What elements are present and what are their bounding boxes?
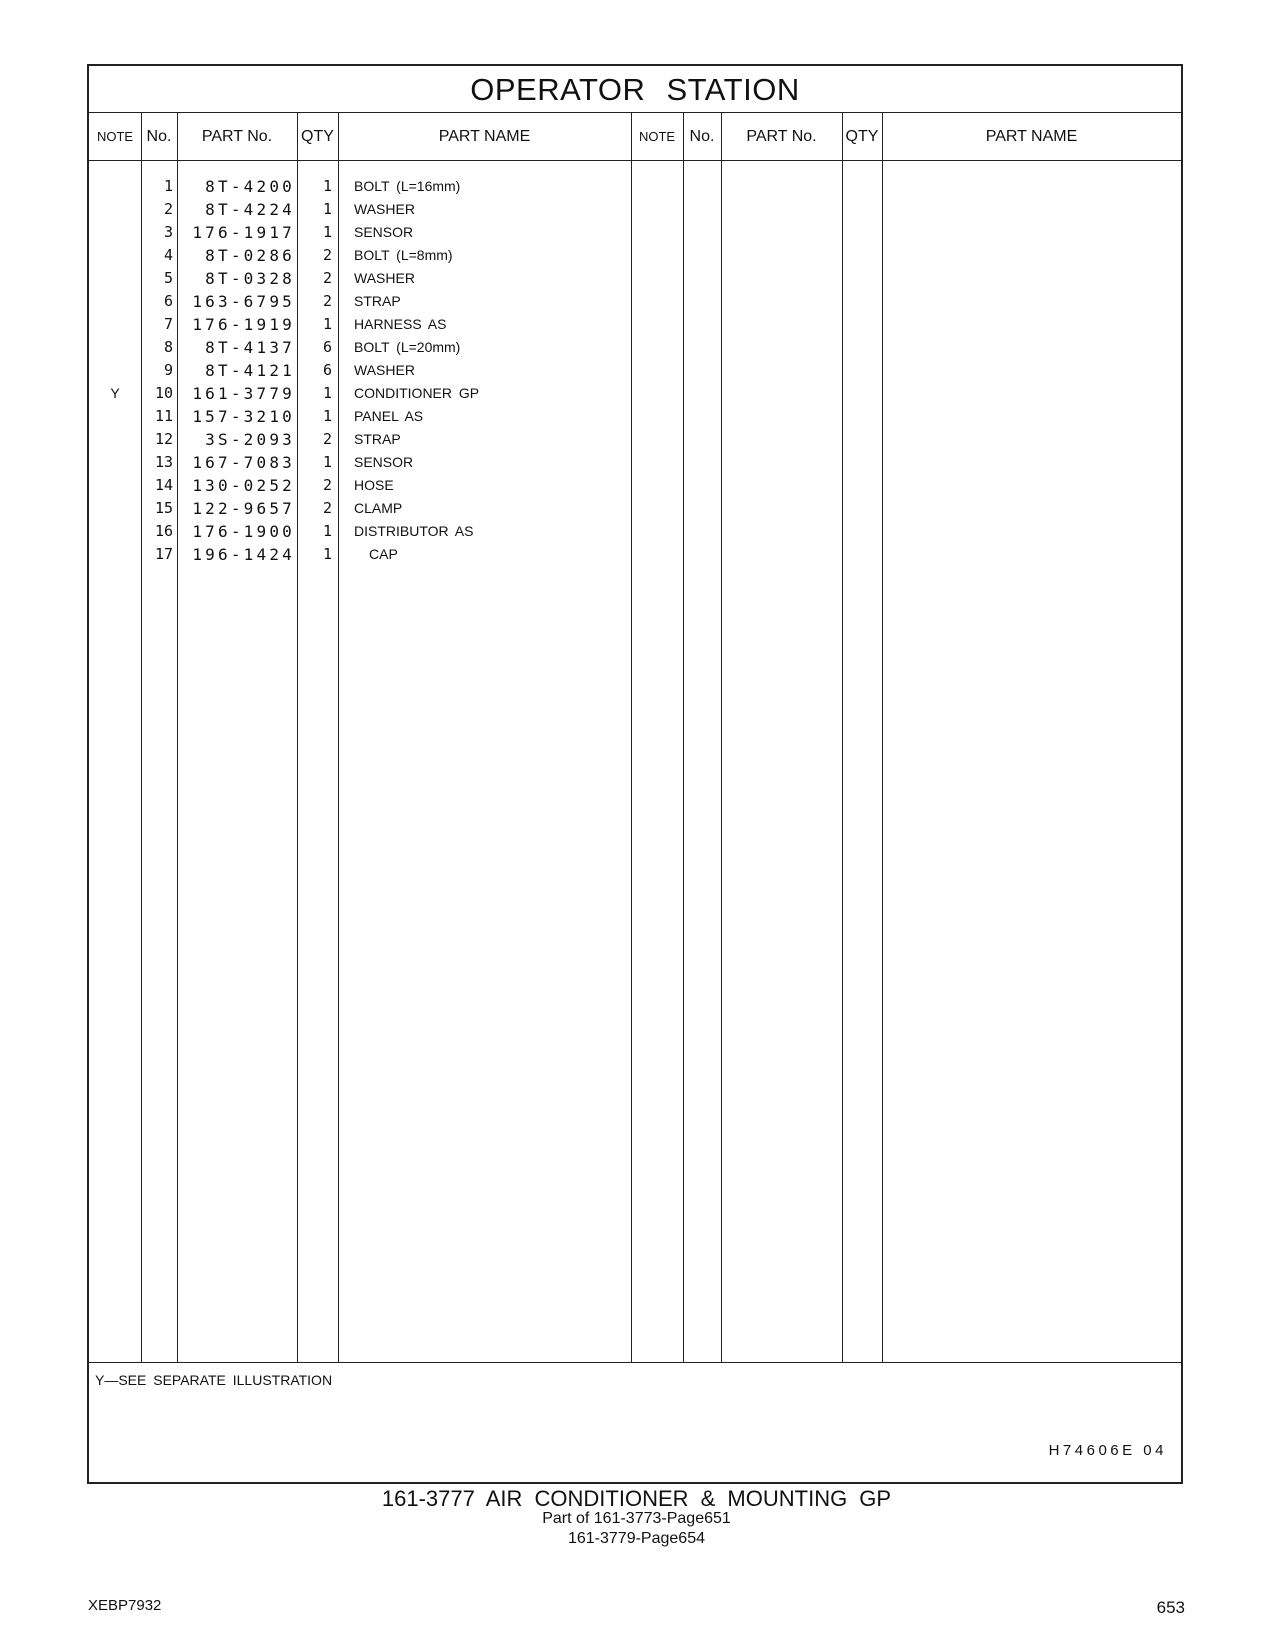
- table-row: [89, 267, 1181, 290]
- part-name-cell: BOLT (L=16mm): [354, 178, 461, 194]
- quantity-cell: 1: [322, 384, 332, 402]
- part-number-cell: 8T-4224: [205, 200, 295, 219]
- part-number-cell: 176-1900: [192, 522, 295, 541]
- item-number-cell: 2: [163, 200, 173, 218]
- header-part-no-left: PART No.: [201, 128, 273, 145]
- part-name-cell: STRAP: [354, 293, 401, 309]
- header-no-left: No.: [146, 128, 172, 145]
- part-number-cell: 196-1424: [192, 545, 295, 564]
- quantity-cell: 1: [322, 315, 332, 333]
- item-number-cell: 12: [154, 430, 173, 448]
- quantity-cell: 1: [322, 200, 332, 218]
- table-row: [89, 198, 1181, 221]
- quantity-cell: 1: [322, 522, 332, 540]
- item-number-cell: 5: [163, 269, 173, 287]
- quantity-cell: 1: [322, 223, 332, 241]
- part-name-cell: WASHER: [354, 201, 415, 217]
- quantity-cell: 1: [322, 453, 332, 471]
- table-row: [89, 451, 1181, 474]
- item-number-cell: 10: [154, 384, 173, 402]
- quantity-cell: 2: [322, 476, 332, 494]
- table-row: [89, 543, 1181, 566]
- part-name-cell: CONDITIONER GP: [354, 385, 480, 401]
- document-id: XEBP7932: [88, 1597, 162, 1614]
- quantity-cell: 6: [322, 338, 332, 356]
- group-title: 161-3777 AIR CONDITIONER & MOUNTING GP: [381, 1486, 892, 1511]
- quantity-cell: 1: [322, 407, 332, 425]
- part-number-cell: 130-0252: [192, 476, 295, 495]
- part-number-cell: 3S-2093: [205, 430, 295, 449]
- table-row: [89, 428, 1181, 451]
- part-name-cell: HARNESS AS: [354, 316, 447, 332]
- part-name-cell: SENSOR: [354, 454, 414, 470]
- quantity-cell: 6: [322, 361, 332, 379]
- quantity-cell: 2: [322, 499, 332, 517]
- part-name-cell: WASHER: [354, 362, 415, 378]
- table-row: [89, 405, 1181, 428]
- table-row: [89, 520, 1181, 543]
- header-note-right: NOTE: [638, 129, 676, 144]
- footnote: Y―SEE SEPARATE ILLUSTRATION: [95, 1372, 333, 1388]
- part-number-cell: 8T-4200: [205, 177, 295, 196]
- part-number-cell: 176-1917: [192, 223, 295, 242]
- table-row: [89, 175, 1181, 198]
- quantity-cell: 2: [322, 269, 332, 287]
- item-number-cell: 16: [154, 522, 173, 540]
- reference-line-1: Part of 161-3773-Page651: [542, 1510, 731, 1527]
- table-row: [89, 290, 1181, 313]
- table-row: [89, 382, 1181, 405]
- header-divider: [89, 160, 1181, 161]
- part-name-cell: CAP: [369, 546, 398, 562]
- header-note-left: NOTE: [96, 129, 134, 144]
- illustration-code: H74606E 04: [1048, 1442, 1167, 1459]
- part-number-cell: 163-6795: [192, 292, 295, 311]
- table-row: [89, 336, 1181, 359]
- part-name-cell: STRAP: [354, 431, 401, 447]
- part-name-cell: BOLT (L=8mm): [354, 247, 453, 263]
- quantity-cell: 2: [322, 292, 332, 310]
- item-number-cell: 15: [154, 499, 173, 517]
- item-number-cell: 13: [154, 453, 173, 471]
- header-part-name-right: PART NAME: [985, 128, 1078, 145]
- reference-line-2: 161-3779-Page654: [567, 1530, 705, 1547]
- item-number-cell: 9: [163, 361, 173, 379]
- header-no-right: No.: [689, 128, 715, 145]
- table-row: [89, 497, 1181, 520]
- item-number-cell: 4: [163, 246, 173, 264]
- item-number-cell: 17: [154, 545, 173, 563]
- item-number-cell: 11: [154, 407, 173, 425]
- part-number-cell: 157-3210: [192, 407, 295, 426]
- quantity-cell: 1: [322, 177, 332, 195]
- item-number-cell: 7: [163, 315, 173, 333]
- part-name-cell: SENSOR: [354, 224, 414, 240]
- page-number: 653: [1156, 1598, 1185, 1617]
- part-number-cell: 122-9657: [192, 499, 295, 518]
- quantity-cell: 2: [322, 246, 332, 264]
- part-number-cell: 167-7083: [192, 453, 295, 472]
- part-name-cell: HOSE: [354, 477, 394, 493]
- part-number-cell: 8T-4137: [205, 338, 295, 357]
- table-row: [89, 474, 1181, 497]
- part-number-cell: 8T-4121: [205, 361, 295, 380]
- parts-list-frame: [87, 64, 1183, 1484]
- note-cell: Y: [110, 385, 120, 401]
- item-number-cell: 14: [154, 476, 173, 494]
- part-name-cell: DISTRIBUTOR AS: [354, 523, 474, 539]
- part-number-cell: 8T-0328: [205, 269, 295, 288]
- part-name-cell: PANEL AS: [354, 408, 424, 424]
- quantity-cell: 1: [322, 545, 332, 563]
- header-part-no-right: PART No.: [746, 128, 817, 145]
- item-number-cell: 3: [163, 223, 173, 241]
- table-row: [89, 221, 1181, 244]
- item-number-cell: 1: [163, 177, 173, 195]
- part-name-cell: CLAMP: [354, 500, 403, 516]
- item-number-cell: 6: [163, 292, 173, 310]
- quantity-cell: 2: [322, 430, 332, 448]
- table-row: [89, 244, 1181, 267]
- part-number-cell: 176-1919: [192, 315, 295, 334]
- part-name-cell: BOLT (L=20mm): [354, 339, 461, 355]
- part-number-cell: 8T-0286: [205, 246, 295, 265]
- part-name-cell: WASHER: [354, 270, 415, 286]
- item-number-cell: 8: [163, 338, 173, 356]
- header-part-name-left: PART NAME: [438, 128, 531, 145]
- header-qty-right: QTY: [845, 128, 879, 145]
- table-bottom-divider: [89, 1362, 1181, 1363]
- section-title: OPERATOR STATION: [89, 66, 1181, 113]
- table-row: [89, 313, 1181, 336]
- table-row: [89, 359, 1181, 382]
- part-number-cell: 161-3779: [192, 384, 295, 403]
- header-qty-left: QTY: [301, 128, 334, 145]
